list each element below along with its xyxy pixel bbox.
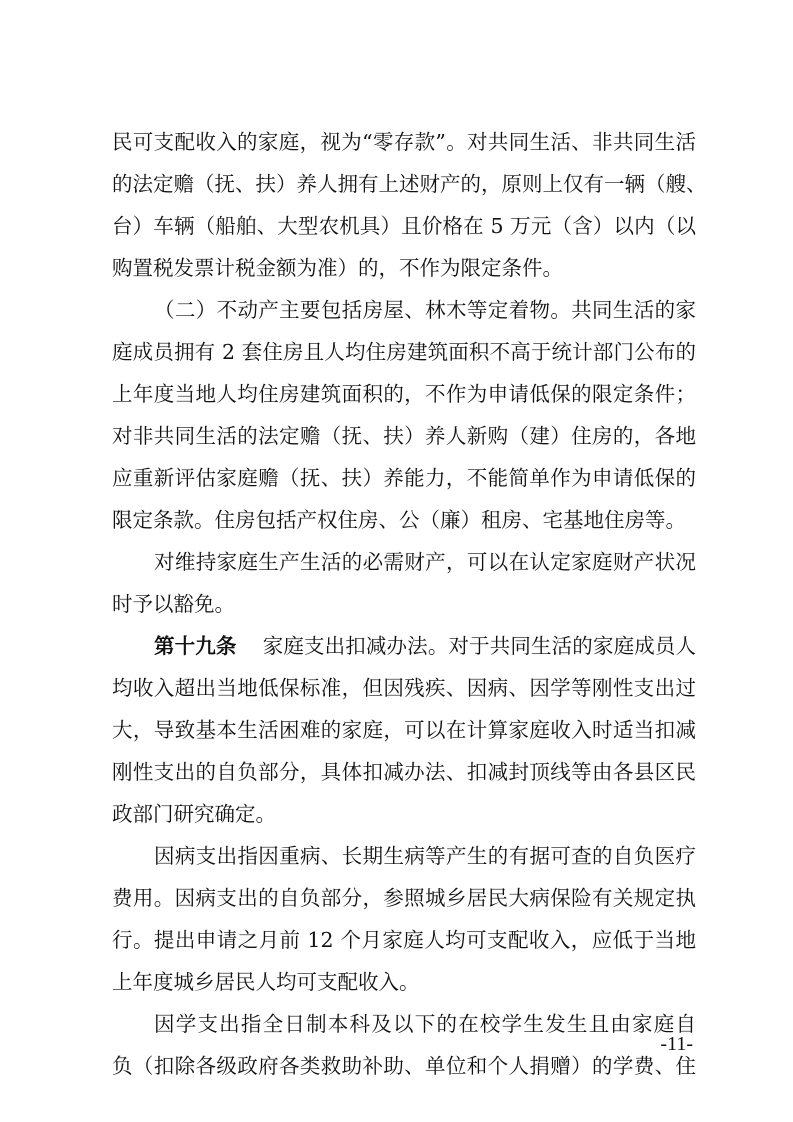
paragraph-line: 民可支配收入的家庭，视为“零存款”。对共同生活、非共同生活 [112,130,696,154]
paragraph-line: 行。提出申请之月前 12 个月家庭人均可支配收入，应低于当地 [112,928,696,952]
paragraph-line: 庭成员拥有 2 套住房且人均住房建筑面积不高于统计部门公布的 [112,340,696,364]
paragraph-line: 上年度当地人均住房建筑面积的，不作为申请低保的限定条件； [112,382,696,406]
article-line [154,630,696,662]
paragraph-line: 大，导致基本生活困难的家庭，可以在计算家庭收入时适当扣减 [112,718,696,742]
paragraph-line: 时予以豁免。 [112,592,235,616]
paragraph-line: 上年度城乡居民人均可支配收入。 [112,970,420,994]
paragraph-line: 购置税发票计税金额为准）的，不作为限定条件。 [112,256,563,280]
paragraph-line: 均收入超出当地低保标准，但因残疾、因病、因学等刚性支出过 [112,676,696,700]
paragraph-line: 刚性支出的自负部分，具体扣减办法、扣减封顶线等由各县区民 [112,760,696,784]
paragraph-line: 费用。因病支出的自负部分，参照城乡居民大病保险有关规定执 [112,886,696,910]
paragraph-line: 负（扣除各级政府各类救助补助、单位和个人捐赠）的学费、住 [112,1054,696,1078]
paragraph-line: （二）不动产主要包括房屋、林木等定着物。共同生活的家 [154,298,696,322]
article-heading: 第十九条 [154,634,237,658]
paragraph-line: 因病支出指因重病、长期生病等产生的有据可查的自负医疗 [154,844,696,868]
article-text: 家庭支出扣减办法。对于共同生活的家庭成员人 [262,634,697,658]
paragraph-line: 政部门研究确定。 [112,802,276,826]
paragraph-line: 应重新评估家庭赡（抚、扶）养能力，不能简单作为申请低保的 [112,466,696,490]
paragraph-line: 台）车辆（船舶、大型农机具）且价格在 5 万元（含）以内（以 [112,214,696,238]
paragraph-line: 对维持家庭生产生活的必需财产，可以在认定家庭财产状况 [154,550,696,574]
paragraph-line: 对非共同生活的法定赡（抚、扶）养人新购（建）住房的，各地 [112,424,696,448]
page-number: -11- [660,1033,693,1055]
paragraph-line: 因学支出指全日制本科及以下的在校学生发生且由家庭自 [154,1012,696,1036]
paragraph-line: 的法定赡（抚、扶）养人拥有上述财产的，原则上仅有一辆（艘、 [112,172,707,196]
paragraph-line: 限定条款。住房包括产权住房、公（廉）租房、宅基地住房等。 [112,508,686,532]
